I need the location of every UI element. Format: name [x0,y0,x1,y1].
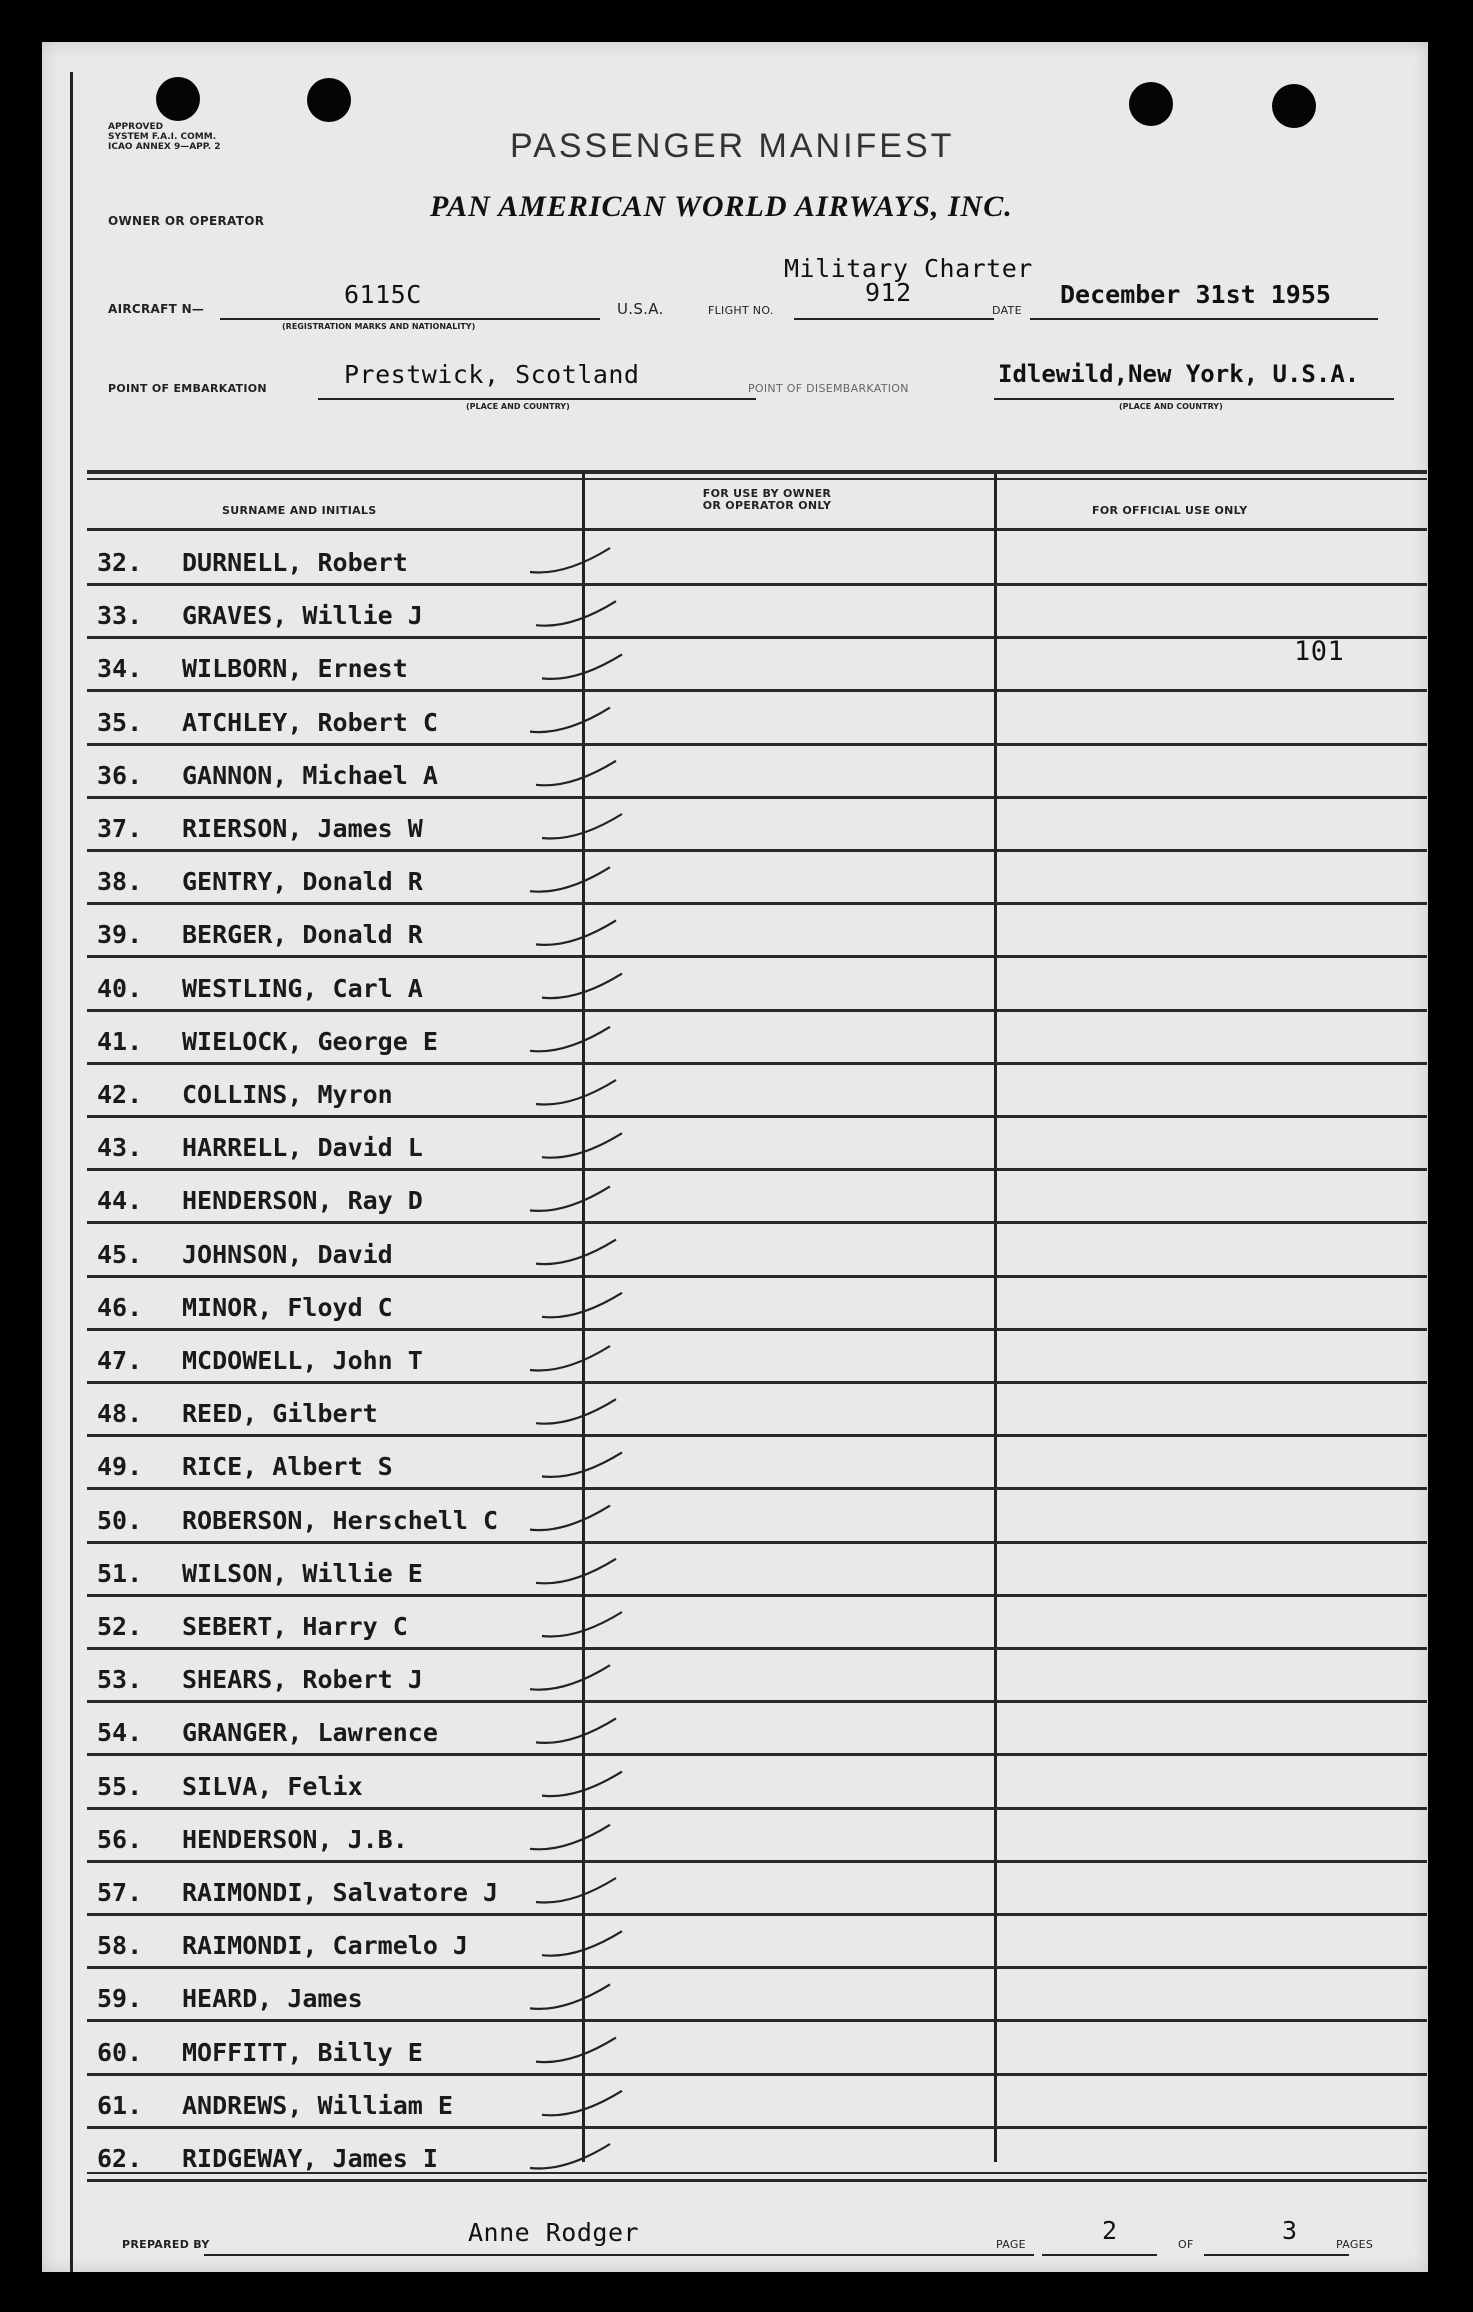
passenger-number: 61. [97,2090,143,2120]
passenger-number: 60. [97,2037,143,2067]
manifest-sheet [42,42,1428,2272]
check-mark [542,654,622,679]
check-mark [530,1506,610,1531]
check-mark [530,1665,610,1690]
passenger-name: BERGER, Donald R [182,920,423,950]
passenger-name: GENTRY, Donald R [182,867,423,897]
passenger-name: RICE, Albert S [182,1452,393,1482]
passenger-name: MCDOWELL, John T [182,1346,423,1375]
passenger-number: 51. [97,1558,143,1588]
check-mark [530,548,610,573]
passenger-name: SILVA, Felix [182,1771,363,1801]
check-mark [542,2091,622,2116]
passenger-name: HENDERSON, Ray D [182,1186,423,1216]
owner-column-header-line: OR OPERATOR ONLY [702,499,832,512]
passenger-number: 33. [97,601,143,631]
check-mark [536,920,616,945]
registration-caption: (REGISTRATION MARKS AND NATIONALITY) [282,322,476,331]
check-mark [530,2144,610,2169]
passenger-number: 55. [97,1771,143,1801]
passenger-number: 37. [97,814,143,843]
surname-column-header: SURNAME AND INITIALS [222,504,377,517]
check-mark [530,867,610,892]
flight-number: 912 [865,278,912,307]
table-bottom-line [87,2172,1427,2174]
check-mark [536,1878,616,1903]
check-mark [530,1186,610,1211]
passenger-number: 38. [97,867,143,897]
prepared-by-label: PREPARED BY [122,2238,210,2251]
check-mark [542,1612,622,1637]
passenger-name: RAIMONDI, Carmelo J [182,1931,468,1961]
check-mark [536,1080,616,1105]
check-mark [536,1559,616,1584]
flight-label: FLIGHT NO. [708,304,774,317]
manifest-date: December 31st 1955 [1060,280,1331,309]
passenger-name: WIELOCK, George E [182,1026,438,1056]
of-label: OF [1178,2238,1194,2251]
passenger-name: REED, Gilbert [182,1399,378,1429]
passenger-number: 56. [97,1824,143,1854]
total-pages: 3 [1282,2216,1298,2245]
passenger-name: GRAVES, Willie J [182,601,423,631]
passenger-number: 45. [97,1239,143,1269]
page-number: 2 [1102,2216,1118,2245]
passenger-name: RAIMONDI, Salvatore J [182,1878,499,1907]
passenger-name: SEBERT, Harry C [182,1612,408,1641]
passenger-number: 43. [97,1133,143,1163]
check-mark [536,1718,616,1743]
official-use-note: 101 [1294,636,1345,667]
passenger-name: WILSON, Willie E [182,1558,423,1588]
passenger-number: 47. [97,1346,143,1375]
check-mark [542,814,622,839]
check-marks [42,42,1428,2272]
passenger-name: JOHNSON, David [182,1239,393,1269]
passenger-name: ANDREWS, William E [182,2090,453,2120]
check-mark [536,601,616,626]
owner-column-header-line: FOR USE BY OWNER [702,487,832,500]
official-column-header: FOR OFFICIAL USE ONLY [1092,504,1248,517]
passenger-number: 50. [97,1505,143,1535]
check-mark [530,1825,610,1850]
passenger-name: HARRELL, David L [182,1133,423,1163]
passenger-number: 36. [97,760,143,790]
passenger-number: 57. [97,1878,143,1907]
passenger-number: 59. [97,1984,143,2014]
passenger-number: 40. [97,973,143,1003]
disembarkation-caption: (PLACE AND COUNTRY) [1119,402,1223,411]
passenger-name: WESTLING, Carl A [182,973,423,1003]
check-mark [542,1931,622,1956]
passenger-name: GANNON, Michael A [182,760,438,790]
passenger-name: DURNELL, Robert [182,548,408,577]
check-mark [530,708,610,733]
form-title: PASSENGER MANIFEST [510,127,955,165]
passenger-number: 58. [97,1931,143,1961]
passenger-number: 44. [97,1186,143,1216]
passenger-name: COLLINS, Myron [182,1080,393,1109]
check-mark [542,974,622,999]
check-mark [542,1452,622,1477]
passenger-number: 46. [97,1292,143,1322]
operator-name: PAN AMERICAN WORLD AIRWAYS, INC. [430,190,1013,223]
passenger-number: 39. [97,920,143,950]
check-mark [536,2038,616,2063]
approval-line: APPROVED [108,122,164,132]
owner-label: OWNER OR OPERATOR [108,214,265,228]
check-mark [530,1984,610,2009]
check-mark [536,1399,616,1424]
embarkation-caption: (PLACE AND COUNTRY) [466,402,570,411]
prepared-by-value: Anne Rodger [468,2218,640,2247]
passenger-name: RIERSON, James W [182,814,423,843]
embarkation-value: Prestwick, Scotland [344,360,640,389]
disembarkation-label: POINT OF DISEMBARKATION [748,382,909,395]
passenger-number: 53. [97,1665,143,1695]
passenger-number: 62. [97,2144,143,2173]
passenger-number: 48. [97,1399,143,1429]
check-mark [530,1346,610,1371]
check-mark [542,1772,622,1797]
approval-line: SYSTEM F.A.I. COMM. [108,132,217,142]
aircraft-label: AIRCRAFT N— [108,302,205,316]
pages-label: PAGES [1336,2238,1374,2251]
passenger-name: GRANGER, Lawrence [182,1718,438,1748]
check-mark [530,1027,610,1052]
passenger-name: ATCHLEY, Robert C [182,707,438,737]
passenger-number: 34. [97,654,143,684]
passenger-number: 54. [97,1718,143,1748]
passenger-name: HENDERSON, J.B. [182,1824,408,1854]
page-label: PAGE [996,2238,1026,2251]
check-mark [536,1240,616,1265]
disembarkation-value: Idlewild,New York, U.S.A. [998,360,1360,388]
passenger-number: 32. [97,548,143,577]
flight-note: Military Charter [784,254,1033,283]
aircraft-number: 6115C [344,280,422,309]
passenger-name: WILBORN, Ernest [182,654,408,684]
passenger-name: HEARD, James [182,1984,363,2014]
check-mark [536,761,616,786]
passenger-number: 42. [97,1080,143,1109]
passenger-name: MINOR, Floyd C [182,1292,393,1322]
passenger-name: MOFFITT, Billy E [182,2037,423,2067]
passenger-name: RIDGEWAY, James I [182,2144,438,2173]
passenger-number: 35. [97,707,143,737]
embarkation-label: POINT OF EMBARKATION [108,382,267,395]
passenger-number: 41. [97,1026,143,1056]
usa-label: U.S.A. [617,300,664,318]
approval-line: ICAO ANNEX 9—APP. 2 [108,142,221,152]
passenger-number: 52. [97,1612,143,1641]
passenger-number: 49. [97,1452,143,1482]
date-label: DATE [992,304,1022,317]
passenger-name: ROBERSON, Herschell C [182,1505,499,1535]
passenger-name: SHEARS, Robert J [182,1665,423,1695]
check-mark [542,1293,622,1318]
check-mark [542,1133,622,1158]
